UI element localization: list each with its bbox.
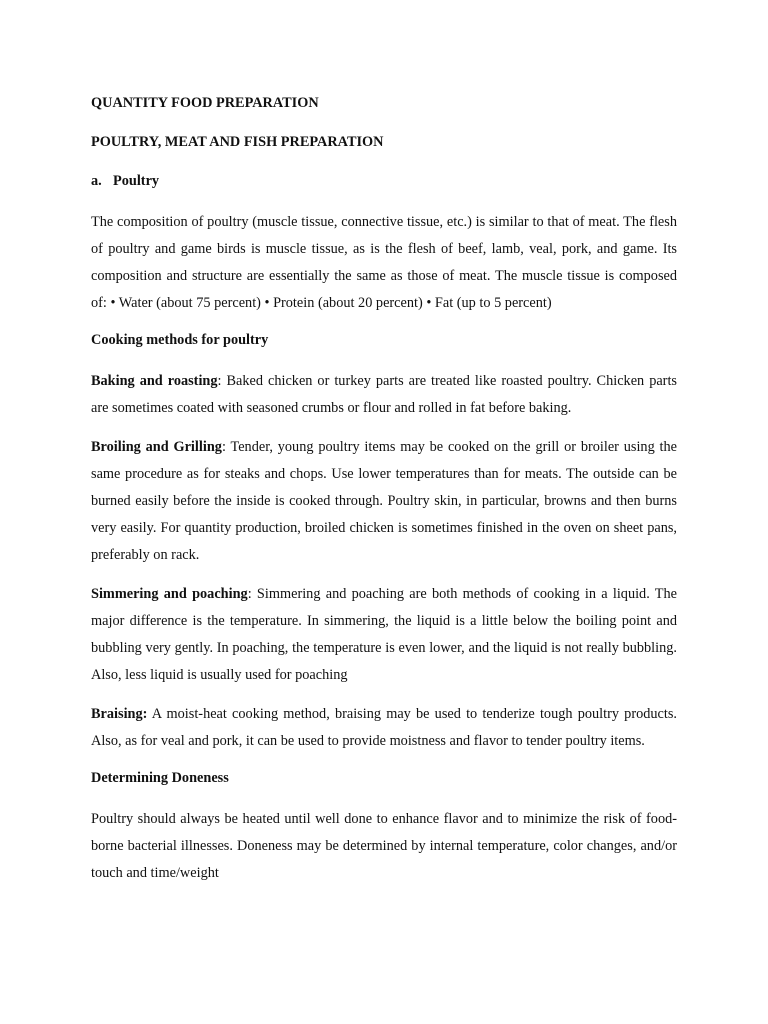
method-paragraph-broiling [91, 434, 677, 569]
method-text: : Tender, young poultry items may be cooked on the grill or broiler using the same procedure as for steaks and chops. Use lower temperatures than for meats. The outside can be burned easily before the inside is cooked through. Poultry skin, in particular, browns and then burns very easily. For quantity production, broiled chicken is sometimes finished in the oven on sheet pans, preferably on rack. [91, 439, 678, 563]
doneness-heading: Determining Doneness [91, 770, 229, 786]
method-paragraph-braising [91, 701, 677, 755]
method-term: Braising: [91, 706, 148, 722]
method-text: : Baked chicken or turkey parts are treated like roasted poultry. Chicken parts are sometimes coated with seasoned crumbs or flour and rolled in fat before baking. [91, 373, 677, 416]
method-paragraph-baking [91, 368, 677, 422]
section-heading-poultry [91, 170, 677, 192]
section-marker: a. [91, 173, 102, 189]
method-term: Broiling and Grilling [91, 439, 222, 455]
method-text: : Simmering and poaching are both methods of cooking in a liquid. The major difference is the temperature. In simmering, the liquid is a little below the boiling point and bubbling very gently. In poaching, the temperature is even lower, and the liquid is not really bubbling. Also, less liquid is usually used for poaching [91, 586, 678, 683]
intro-paragraph: The composition of poultry (muscle tissue, connective tissue, etc.) is similar to that of meat. The flesh of poultry and game birds is muscle tissue, as is the flesh of beef, lamb, veal, pork, and game. Its composition and structure are essentially the same as those of meat. The muscle tissue is composed of: • Water (about 75 percent) • Protein (about 20 percent) • Fat (up to 5 percent) [91, 214, 677, 311]
document-title: QUANTITY FOOD PREPARATION [91, 95, 319, 111]
method-term: Baking and roasting [91, 373, 218, 389]
doneness-paragraph: Poultry should always be heated until well done to enhance flavor and to minimize the risk of food-borne bacterial illnesses. Doneness may be determined by internal temperature, color changes, and/or touch and time/weight [91, 811, 677, 881]
section-label: Poultry [113, 173, 160, 189]
document-page [91, 92, 677, 899]
method-term: Simmering and poaching [91, 586, 248, 602]
method-paragraph-simmering [91, 581, 677, 689]
document-subtitle: POULTRY, MEAT AND FISH PREPARATION [91, 134, 384, 150]
cooking-methods-heading: Cooking methods for poultry [91, 332, 269, 348]
method-text: A moist-heat cooking method, braising may be used to tenderize tough poultry products. Also, as for veal and pork, it can be used to provide moistness and flavor to tender poultry items. [91, 706, 677, 749]
